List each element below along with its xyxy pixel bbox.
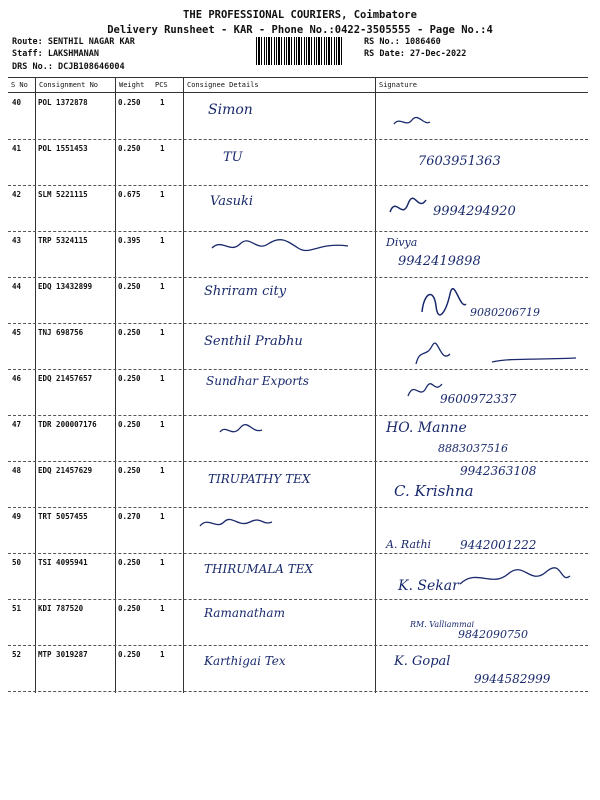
row-pcs: 1 <box>160 144 165 153</box>
phone-handwriting: 9842090750 <box>458 628 528 641</box>
table-row <box>8 554 588 600</box>
signature-area <box>380 328 586 368</box>
consignee-handwriting: Vasuki <box>210 194 254 209</box>
phone-handwriting: 9080206719 <box>470 306 540 319</box>
row-consignment: POL 1551453 <box>38 144 88 153</box>
route-label: Route: SENTHIL NAGAR KAR <box>12 37 135 47</box>
table-row <box>8 370 588 416</box>
table-row <box>8 278 588 324</box>
table-row <box>8 140 588 186</box>
barcode <box>256 37 344 65</box>
row-pcs: 1 <box>160 558 165 567</box>
column-header-consignment: Consignment No <box>39 81 99 89</box>
signature-handwriting: HO. Manne <box>386 420 467 436</box>
phone-handwriting: 9442001222 <box>460 538 537 552</box>
phone-handwriting: 9944582999 <box>474 672 551 686</box>
column-header-pcs: PCS <box>155 81 168 89</box>
row-sno: 42 <box>12 190 22 199</box>
row-weight: 0.250 <box>118 466 141 475</box>
row-weight: 0.250 <box>118 604 141 613</box>
row-weight: 0.250 <box>118 558 141 567</box>
phone-handwriting: 7603951363 <box>418 154 501 169</box>
column-header-signature: Signature <box>379 81 417 89</box>
consignee-handwriting: THIRUMALA TEX <box>204 562 314 576</box>
row-pcs: 1 <box>160 466 165 475</box>
row-consignment: EDQ 21457657 <box>38 374 93 383</box>
table-top-border <box>8 77 588 78</box>
signature-handwriting: RM. Valliammai <box>410 620 475 629</box>
drs-number: DRS No.: DCJB108646004 <box>12 62 125 72</box>
company-title: THE PROFESSIONAL COURIERS, Coimbatore <box>183 9 417 21</box>
consignee-handwriting: Shriram city <box>204 284 287 299</box>
signature-handwriting: K. Gopal <box>394 654 451 669</box>
row-weight: 0.675 <box>118 190 141 199</box>
row-weight: 0.270 <box>118 512 141 521</box>
row-weight: 0.250 <box>118 650 141 659</box>
consignee-handwriting: Ramanatham <box>204 606 285 620</box>
consignee-handwriting: TIRUPATHY TEX <box>208 472 311 486</box>
phone-handwriting: 9600972337 <box>440 392 517 406</box>
row-weight: 0.395 <box>118 236 141 245</box>
runsheet-title: Delivery Runsheet - KAR - Phone No.:0422-3505555 - Page No.:4 <box>107 24 493 36</box>
row-pcs: 1 <box>160 374 165 383</box>
row-consignment: KDI 787520 <box>38 604 84 613</box>
row-divider <box>8 691 588 692</box>
consignee-handwriting <box>208 236 358 256</box>
row-consignment: TDR 200007176 <box>38 420 97 429</box>
column-header-consignee: Consignee Details <box>187 81 259 89</box>
row-weight: 0.250 <box>118 374 141 383</box>
rs-date: RS Date: 27-Dec-2022 <box>364 49 467 59</box>
consignee-handwriting <box>198 514 278 532</box>
row-consignment: TSI 4095941 <box>38 558 88 567</box>
row-sno: 46 <box>12 374 22 383</box>
row-sno: 47 <box>12 420 22 429</box>
row-pcs: 1 <box>160 604 165 613</box>
row-weight: 0.250 <box>118 420 141 429</box>
row-sno: 48 <box>12 466 22 475</box>
table-row <box>8 232 588 278</box>
table-row <box>8 508 588 554</box>
row-sno: 41 <box>12 144 22 153</box>
consignee-handwriting: Senthil Prabhu <box>204 334 303 349</box>
table-row <box>8 186 588 232</box>
signature-area <box>380 558 586 598</box>
row-pcs: 1 <box>160 512 165 521</box>
table-row <box>8 646 588 692</box>
row-consignment: EDQ 21457629 <box>38 466 93 475</box>
consignee-handwriting: Karthigai Tex <box>204 654 286 668</box>
row-pcs: 1 <box>160 650 165 659</box>
staff-label: Staff: LAKSHMANAN <box>12 49 99 59</box>
signature-handwriting: A. Rathi <box>386 538 432 551</box>
consignee-handwriting: Simon <box>208 102 253 118</box>
row-weight: 0.250 <box>118 328 141 337</box>
row-pcs: 1 <box>160 328 165 337</box>
table-row <box>8 600 588 646</box>
row-consignment: TNJ 698756 <box>38 328 84 337</box>
signature-handwriting: Divya <box>386 236 418 249</box>
row-sno: 51 <box>12 604 22 613</box>
column-header-weight: Weight <box>119 81 145 89</box>
rs-number: RS No.: 1086460 <box>364 37 441 47</box>
phone-handwriting: 9994294920 <box>433 204 516 219</box>
row-weight: 0.250 <box>118 98 141 107</box>
table-row <box>8 94 588 140</box>
row-sno: 45 <box>12 328 22 337</box>
consignee-handwriting: TU <box>223 150 243 165</box>
table-row <box>8 462 588 508</box>
row-sno: 49 <box>12 512 22 521</box>
phone-handwriting: 9942363108 <box>460 464 537 478</box>
row-sno: 43 <box>12 236 22 245</box>
row-pcs: 1 <box>160 236 165 245</box>
column-header-sno: S No <box>11 81 28 89</box>
row-consignment: TRP 5324115 <box>38 236 88 245</box>
table-row <box>8 324 588 370</box>
phone-handwriting: 8883037516 <box>438 442 508 455</box>
row-pcs: 1 <box>160 98 165 107</box>
row-sno: 50 <box>12 558 22 567</box>
row-consignment: MTP 3019287 <box>38 650 88 659</box>
row-consignment: TRT 5057455 <box>38 512 88 521</box>
table-row <box>8 416 588 462</box>
consignee-handwriting: Sundhar Exports <box>206 374 309 388</box>
row-consignment: SLM 5221115 <box>38 190 88 199</box>
row-consignment: EDQ 13432899 <box>38 282 93 291</box>
row-pcs: 1 <box>160 282 165 291</box>
signature-handwriting: K. Sekar <box>398 578 459 594</box>
row-pcs: 1 <box>160 420 165 429</box>
signature-area <box>380 98 586 138</box>
signature-handwriting: C. Krishna <box>394 482 474 500</box>
row-weight: 0.250 <box>118 144 141 153</box>
row-weight: 0.250 <box>118 282 141 291</box>
row-sno: 44 <box>12 282 22 291</box>
row-sno: 52 <box>12 650 22 659</box>
row-consignment: POL 1372878 <box>38 98 88 107</box>
row-sno: 40 <box>12 98 22 107</box>
table-header-border <box>8 92 588 93</box>
row-pcs: 1 <box>160 190 165 199</box>
consignee-handwriting <box>218 422 278 440</box>
phone-handwriting: 9942419898 <box>398 254 481 269</box>
